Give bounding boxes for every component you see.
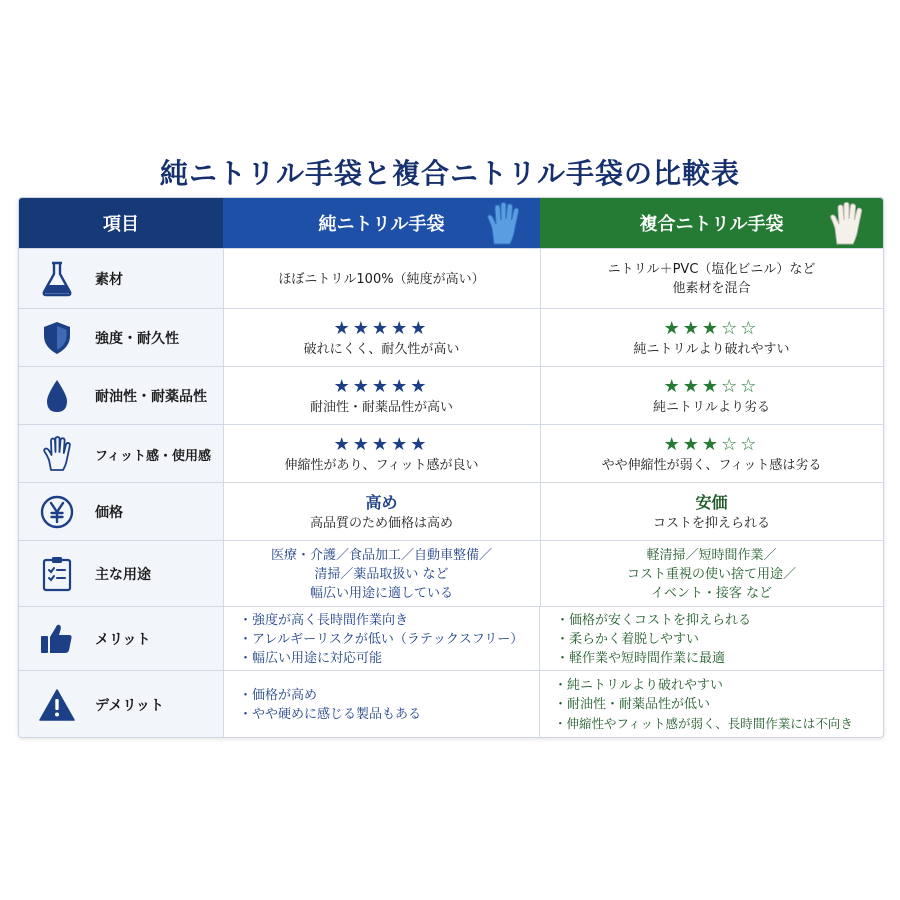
composite-uses-line-1: 軽清掃／短時間作業／ (646, 547, 777, 563)
pure-oil-text: 耐油性・耐薬品性が高い (309, 399, 453, 415)
row-label-oil-resistance: 耐油性・耐薬品性 (95, 389, 207, 405)
table-row-merit (19, 606, 883, 671)
list-item: ・やや硬めに感じる製品もある (239, 706, 422, 722)
header-item (19, 198, 223, 248)
row-header-oil-resistance (19, 367, 224, 425)
pure-durability-text: 破れにくく、耐久性が高い (303, 341, 460, 357)
cell-pure-durability (223, 309, 541, 367)
pure-fit-text: 伸縮性があり、フィット感が良い (284, 457, 479, 473)
list-item: ・アレルギーリスクが低い（ラテックスフリー） (239, 631, 524, 647)
row-header-merit (19, 607, 224, 671)
pure-price-level: 高め (365, 492, 398, 512)
row-label-material: 素材 (95, 272, 123, 288)
cell-pure-material (223, 249, 541, 309)
row-header-uses (19, 541, 224, 607)
cell-pure-oil-resistance (223, 367, 541, 425)
composite-material-line-1: ニトリル＋PVC（塩化ビニル）など (607, 262, 816, 277)
hand-icon (37, 434, 77, 474)
shield-icon (37, 318, 77, 358)
row-label-demerit: デメリット (95, 697, 164, 714)
pure-demerit-list (239, 686, 421, 724)
cell-composite-oil-resistance (540, 367, 883, 425)
composite-oil-rating: ★★★☆☆ (663, 375, 760, 397)
thumbs-up-icon (37, 619, 77, 659)
row-header-demerit (19, 671, 224, 738)
comparison-table (18, 197, 884, 738)
cell-composite-demerit (540, 671, 883, 738)
pure-uses-line-1: 医療・介護／食品加工／自動車整備／ (270, 547, 492, 563)
header-item-label: 項目 (103, 214, 139, 235)
cell-pure-merit (223, 607, 540, 671)
list-item: ・軽作業や短時間作業に最適 (556, 650, 726, 666)
list-item: ・価格が高め (239, 687, 318, 703)
composite-merit-list (556, 611, 751, 668)
list-item: ・耐油性・耐薬品性が低い (554, 697, 711, 712)
cell-pure-uses (223, 541, 541, 607)
header-composite-nitrile (540, 198, 883, 248)
table-row-price (19, 482, 883, 541)
composite-durability-rating: ★★★☆☆ (663, 317, 760, 339)
table-row-durability (19, 308, 883, 367)
cell-composite-material (540, 249, 883, 309)
row-label-price: 価格 (95, 505, 123, 521)
row-label-fit: フィット感・使用感 (95, 448, 211, 464)
table-row-material (19, 248, 883, 309)
row-label-uses: 主な用途 (95, 567, 151, 583)
list-item: ・柔らかく着脱しやすい (556, 631, 700, 647)
header-pure-nitrile (223, 198, 540, 248)
composite-uses-line-2: コスト重視の使い捨て用途／ (626, 566, 796, 582)
composite-material-line-2: 他素材を混合 (672, 281, 751, 296)
pure-durability-rating: ★★★★★ (333, 317, 430, 339)
table-row-fit (19, 424, 883, 483)
table-row-demerit (19, 670, 883, 738)
composite-price-level: 安価 (695, 492, 728, 512)
composite-uses-line-3: イベント・接客 など (650, 585, 773, 601)
row-header-price (19, 483, 224, 541)
cell-pure-demerit (223, 671, 540, 738)
cell-composite-uses (540, 541, 883, 607)
pure-material-text: ほぼニトリル100%（純度が高い） (278, 271, 485, 287)
cell-composite-merit (540, 607, 883, 671)
row-header-fit (19, 425, 224, 483)
row-label-durability: 強度・耐久性 (95, 331, 179, 347)
table-row-uses (19, 540, 883, 607)
row-header-material (19, 249, 224, 309)
header-composite-label: 複合ニトリル手袋 (639, 214, 784, 235)
pure-fit-rating: ★★★★★ (333, 433, 430, 455)
composite-price-text: コストを抑えられる (652, 515, 770, 531)
table-row-oil-resistance (19, 366, 883, 425)
pure-oil-rating: ★★★★★ (333, 375, 430, 397)
droplet-icon (37, 376, 77, 416)
blue-glove-icon (482, 202, 526, 246)
yen-icon (37, 492, 77, 532)
cell-composite-price (540, 483, 883, 541)
warning-icon (37, 685, 77, 725)
composite-durability-text: 純ニトリルより破れやすい (633, 341, 790, 357)
pure-uses-line-3: 幅広い用途に適している (309, 585, 453, 601)
cell-composite-durability (540, 309, 883, 367)
white-glove-icon (825, 202, 869, 246)
composite-fit-rating: ★★★☆☆ (663, 433, 760, 455)
page-title: 純ニトリル手袋と複合ニトリル手袋の比較表 (159, 157, 740, 190)
list-item: ・強度が高く長時間作業向き (239, 612, 409, 628)
list-item: ・純ニトリルより破れやすい (554, 678, 724, 693)
pure-uses-line-2: 清掃／薬品取扱い など (314, 566, 449, 582)
flask-icon (37, 259, 77, 299)
composite-demerit-list (554, 676, 853, 733)
cell-composite-fit (540, 425, 883, 483)
composite-oil-text: 純ニトリルより劣る (652, 399, 770, 415)
list-item: ・伸縮性やフィット感が弱く、長時間作業には不向き (554, 716, 853, 731)
header-pure-label: 純ニトリル手袋 (318, 214, 445, 235)
composite-fit-text: やや伸縮性が弱く、フィット感は劣る (601, 457, 822, 473)
cell-pure-price (223, 483, 541, 541)
row-header-durability (19, 309, 224, 367)
pure-price-text: 高品質のため価格は高め (309, 515, 453, 531)
cell-pure-fit (223, 425, 541, 483)
row-label-merit: メリット (95, 632, 151, 648)
pure-merit-list (239, 611, 523, 668)
clipboard-icon (37, 554, 77, 594)
list-item: ・価格が安くコストを抑えられる (556, 612, 752, 628)
list-item: ・幅広い用途に対応可能 (239, 650, 383, 666)
